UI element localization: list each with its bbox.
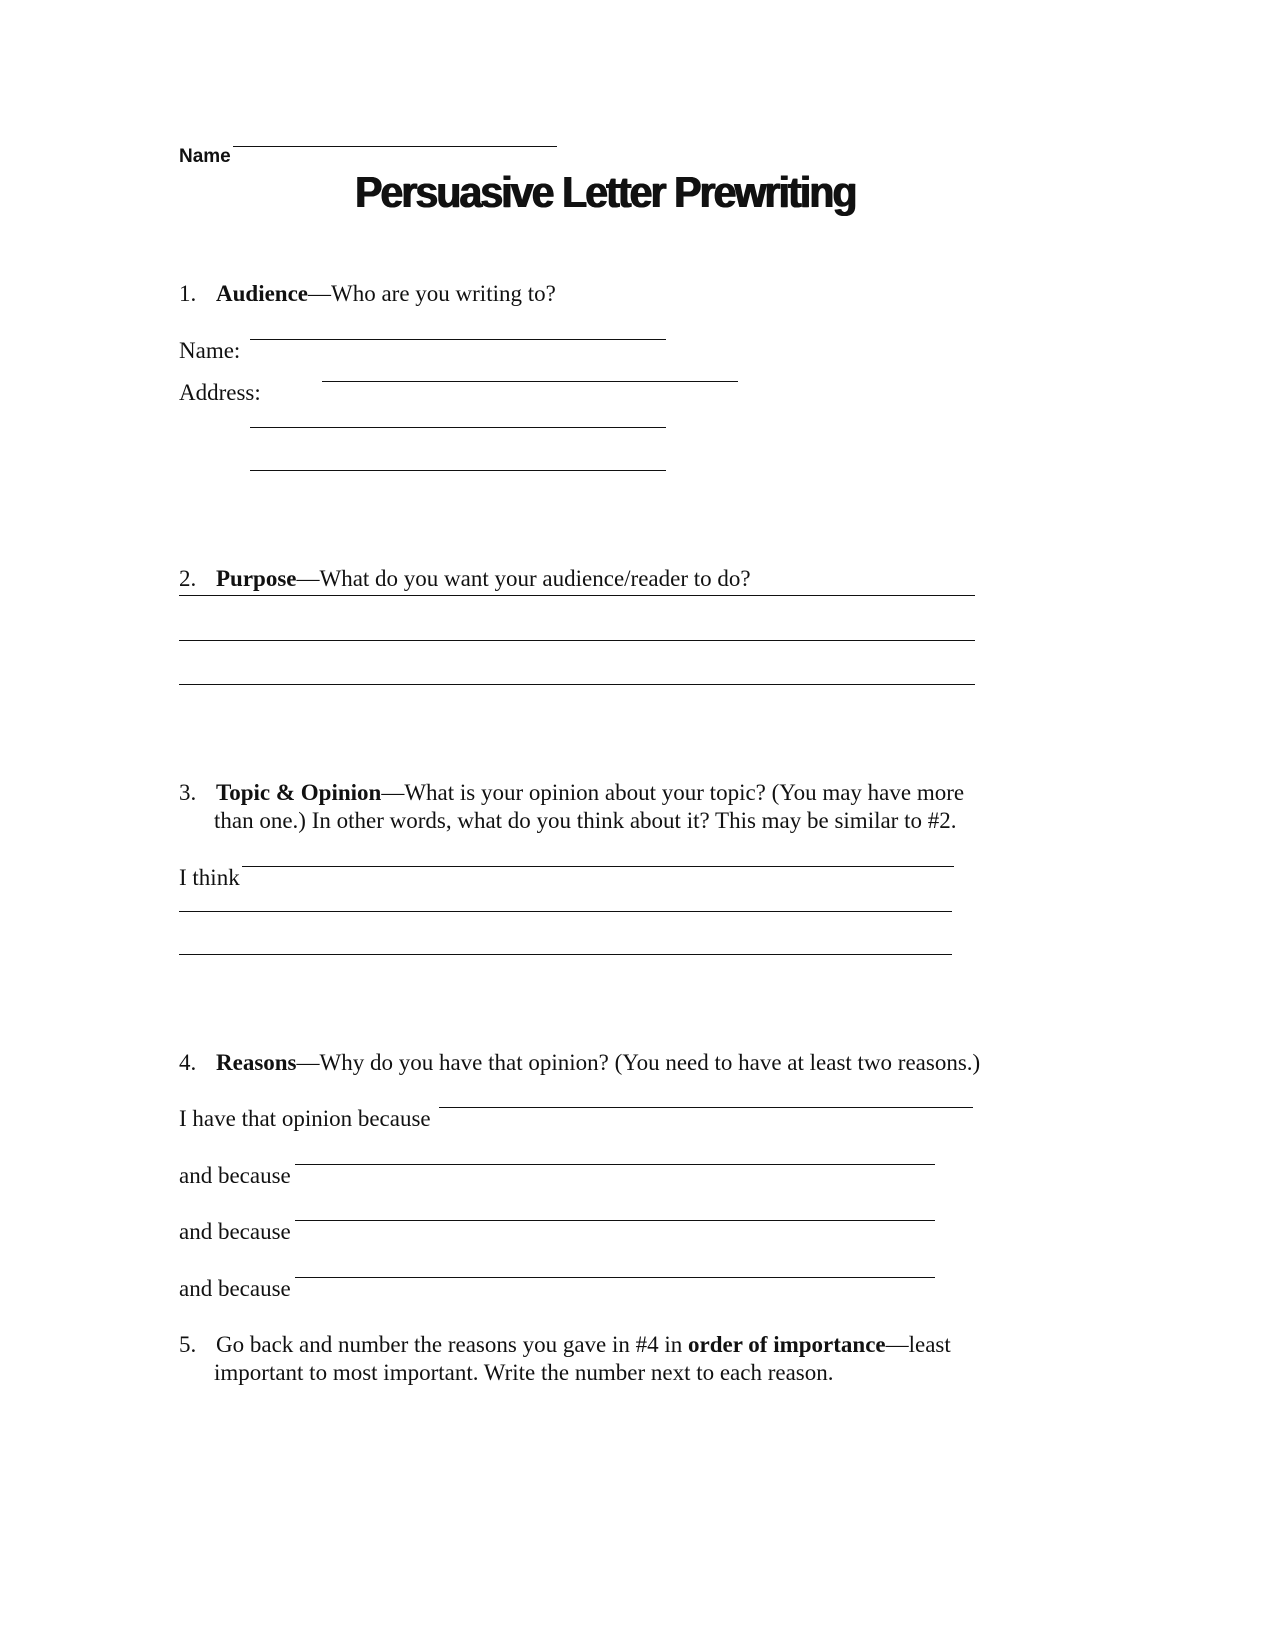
audience-address-line-3[interactable]: [250, 470, 666, 471]
question-4: [179, 1051, 980, 1074]
question-2-heading: Purpose: [216, 566, 297, 591]
question-5-emphasis: order of importance: [688, 1332, 886, 1357]
audience-name-field[interactable]: [250, 339, 666, 340]
question-4-prompt: —Why do you have that opinion? (You need to have at least two reasons.): [296, 1050, 981, 1075]
question-2: [179, 567, 751, 590]
question-5-text: Go back and number the reasons you gave in #4 in: [216, 1332, 689, 1357]
question-1-number: 1.: [179, 281, 197, 306]
audience-address-line-2[interactable]: [250, 427, 666, 428]
opinion-starter: I think: [179, 865, 240, 890]
opinion-line-2[interactable]: [179, 911, 952, 912]
audience-address-line-1[interactable]: [322, 381, 738, 382]
question-5-text-end: —least: [885, 1332, 951, 1357]
page-title: Persuasive Letter Prewriting: [355, 168, 856, 217]
and-because-label-1: and because: [179, 1163, 291, 1188]
and-because-label-2: and because: [179, 1219, 291, 1244]
purpose-line-1[interactable]: [179, 595, 975, 596]
question-1-prompt: —Who are you writing to?: [308, 281, 556, 306]
student-name-label: Name: [179, 146, 231, 167]
question-1-heading: Audience: [216, 281, 308, 306]
reason-line-1[interactable]: [439, 1107, 973, 1108]
reason-line-2[interactable]: [295, 1164, 935, 1165]
question-3-number: 3.: [179, 780, 197, 805]
purpose-line-2[interactable]: [179, 640, 975, 641]
reason-line-4[interactable]: [295, 1277, 935, 1278]
question-3-prompt-line-1: —What is your opinion about your topic? (You may have more: [381, 780, 965, 805]
question-5: [179, 1333, 951, 1356]
reason-starter: I have that opinion because: [179, 1106, 431, 1131]
opinion-line-1[interactable]: [242, 866, 954, 867]
question-3: [179, 781, 964, 804]
question-3-prompt-line-2: than one.) In other words, what do you think about it? This may be similar to #2.: [214, 808, 957, 833]
question-1: [179, 282, 556, 305]
reason-line-3[interactable]: [295, 1220, 935, 1221]
question-2-prompt: —What do you want your audience/reader to do?: [296, 566, 751, 591]
purpose-line-3[interactable]: [179, 684, 975, 685]
question-4-heading: Reasons: [216, 1050, 297, 1075]
and-because-label-3: and because: [179, 1276, 291, 1301]
opinion-line-3[interactable]: [179, 954, 952, 955]
audience-name-label: Name:: [179, 338, 241, 363]
question-2-number: 2.: [179, 566, 197, 591]
question-3-heading: Topic & Opinion: [216, 780, 382, 805]
student-name-field[interactable]: [233, 146, 557, 147]
question-4-number: 4.: [179, 1050, 197, 1075]
question-5-number: 5.: [179, 1332, 197, 1357]
question-5-line-2: important to most important. Write the number next to each reason.: [214, 1360, 834, 1385]
audience-address-label: Address:: [179, 380, 261, 405]
